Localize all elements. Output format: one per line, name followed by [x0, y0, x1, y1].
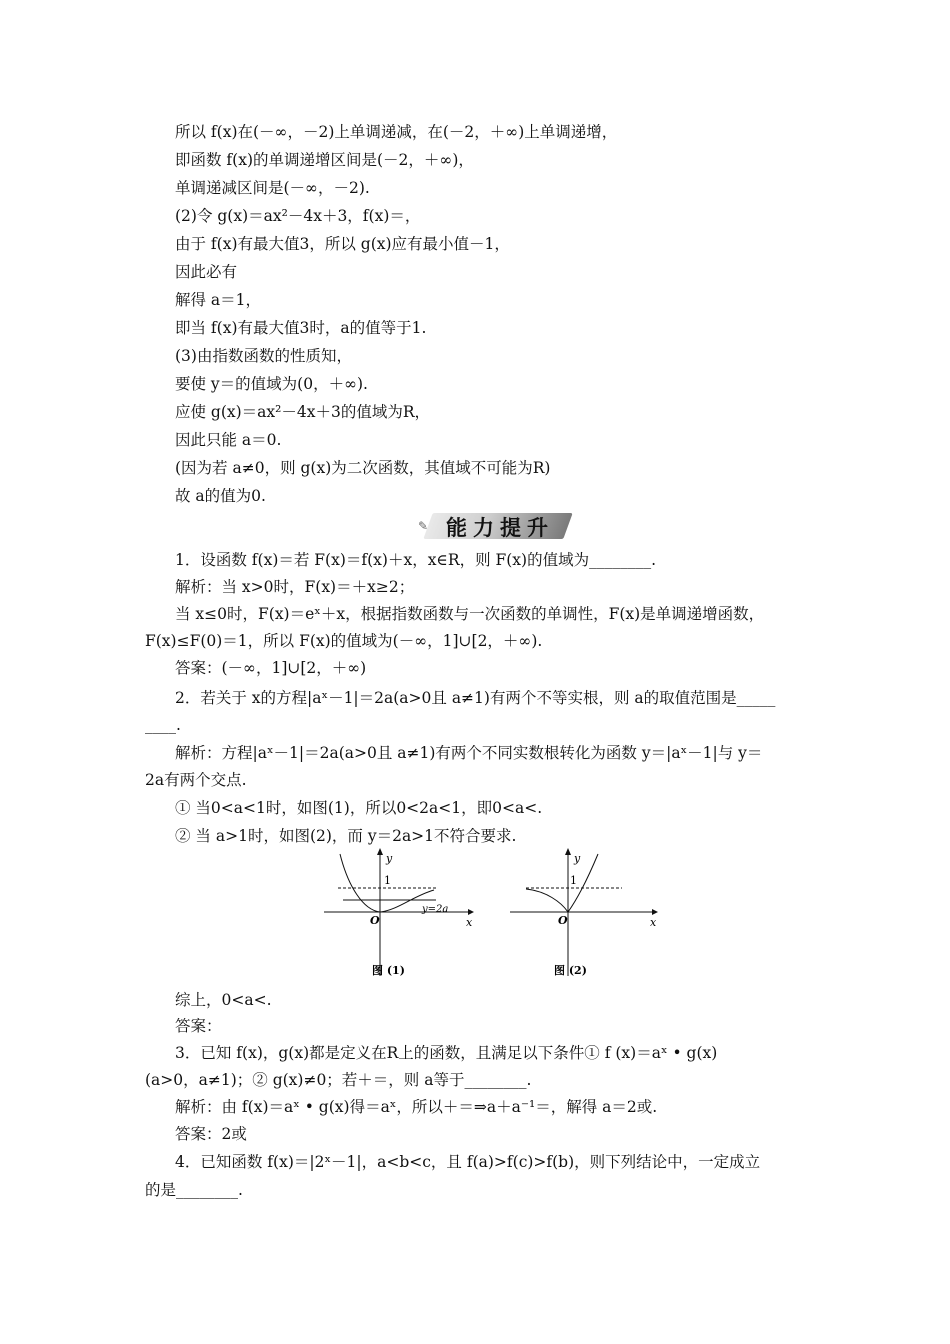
caption: 图 (2) [554, 964, 587, 977]
problem-2-analysis: 解析：方程|aˣ－1|＝2a(a>0且 a≠1)有两个不同实数根转化为函数 y＝|aˣ－1|与 y＝ [175, 744, 763, 762]
pencil-icon: ✎ [418, 519, 429, 533]
x-arrow [468, 909, 474, 915]
text-line: 解得 a＝1， [175, 291, 262, 309]
problem-1-analysis: 解析：当 x>0时，F(x)＝＋x≥2； [175, 578, 415, 596]
text-line: 因此只能 a＝0. [175, 431, 282, 449]
figure-2 [506, 846, 666, 982]
label-origin: O [558, 914, 568, 927]
curve [526, 854, 598, 912]
problem-2-question: ____. [145, 716, 181, 734]
problem-2-answer: 答案： [175, 1017, 222, 1035]
label-one: 1 [384, 874, 391, 887]
text-line: 因此必有 [175, 263, 238, 281]
problem-4-question: 4．已知函数 f(x)＝|2ˣ－1|，a<b<c，且 f(a)>f(c)>f(b)，则下列结论中，一定成立 [175, 1153, 761, 1171]
label-origin: O [370, 914, 380, 927]
text-line: (3)由指数函数的性质知， [175, 347, 352, 365]
problem-3-answer: 答案：2或 [175, 1125, 247, 1143]
text-line: 故 a的值为0. [175, 487, 266, 505]
text-line: 要使 y＝的值域为(0，＋∞). [175, 375, 368, 393]
problem-1-analysis: 当 x≤0时，F(x)＝eˣ＋x，根据指数函数与一次函数的单调性，F(x)是单调递增函数， [175, 605, 765, 623]
problem-4-question: 的是________. [145, 1181, 243, 1199]
problem-2-question: 2．若关于 x的方程|aˣ－1|＝2a(a>0且 a≠1)有两个不等实根，则 a的取值范围是_____ [175, 689, 776, 707]
x-arrow [652, 909, 658, 915]
label-y: y [574, 852, 581, 865]
problem-2-analysis: ① 当0<a<1时，如图(1)，所以0<2a<1，即0<a<. [175, 799, 543, 817]
text-line: (因为若 a≠0，则 g(x)为二次函数，其值域不可能为R) [175, 459, 551, 477]
caption: 图 (1) [372, 964, 405, 977]
text-line: 单调递减区间是(－∞，－2). [175, 179, 370, 197]
text-line: 即函数 f(x)的单调递增区间是(－2，＋∞)， [175, 151, 474, 169]
problem-3-question: (a>0，a≠1)；② g(x)≠0；若＋＝，则 a等于________. [145, 1071, 532, 1089]
section-title: 能力提升 [446, 516, 554, 540]
y-arrow [377, 848, 383, 855]
figure-1 [318, 846, 478, 982]
problem-3-question: 3．已知 f(x)，g(x)都是定义在R上的函数，且满足以下条件① f (x)＝aˣ • g(x) [175, 1044, 718, 1062]
figure-1-graph [318, 846, 478, 982]
problem-2-summary: 综上，0<a<. [175, 991, 272, 1009]
y-arrow [565, 848, 571, 855]
label-x: x [466, 916, 473, 929]
problem-2-analysis: ② 当 a>1时，如图(2)，而 y＝2a>1不符合要求. [175, 827, 517, 845]
figure-2-graph [506, 846, 666, 982]
text-line: 由于 f(x)有最大值3，所以 g(x)应有最小值－1， [175, 235, 510, 253]
problem-1-question: 1．设函数 f(x)＝若 F(x)＝f(x)＋x，x∈R，则 F(x)的值域为________. [175, 551, 657, 569]
label-y: y [386, 852, 393, 865]
problem-2-analysis: 2a有两个交点. [145, 771, 247, 789]
problem-1-answer: 答案：(－∞，1]∪[2，＋∞) [175, 659, 367, 677]
text-line: 应使 g(x)＝ax²－4x＋3的值域为R， [175, 403, 431, 421]
label-one: 1 [570, 874, 577, 887]
text-line: 即当 f(x)有最大值3时，a的值等于1. [175, 319, 427, 337]
label-line: y=2a [422, 904, 449, 915]
text-line: (2)令 g(x)＝ax²－4x＋3，f(x)＝， [175, 207, 421, 225]
problem-3-analysis: 解析：由 f(x)＝aˣ • g(x)得＝aˣ，所以＋＝⇒a＋a⁻¹＝，解得 a＝2或. [175, 1098, 658, 1116]
problem-1-analysis: F(x)≤F(0)＝1，所以 F(x)的值域为(－∞，1]∪[2，＋∞). [145, 632, 543, 650]
label-x: x [650, 916, 657, 929]
section-banner [418, 510, 568, 540]
text-line: 所以 f(x)在(－∞，－2)上单调递减，在(－2，＋∞)上单调递增， [175, 123, 618, 141]
